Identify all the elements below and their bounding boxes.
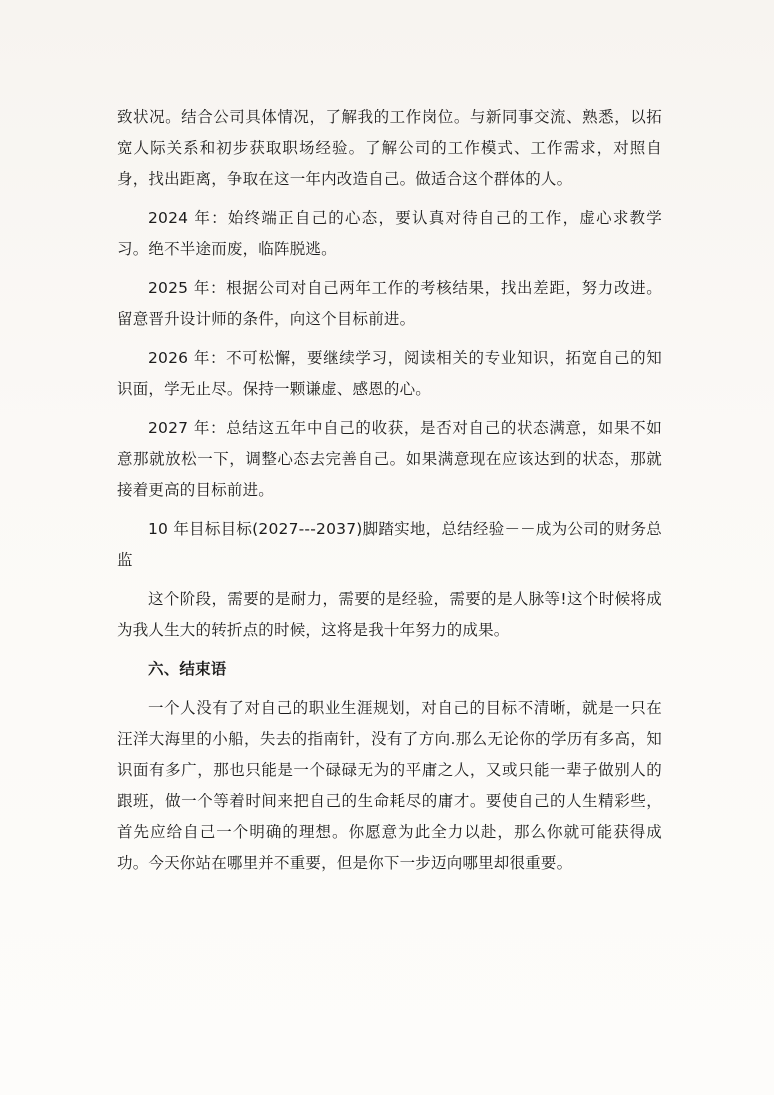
paragraph-closing: 一个人没有了对自己的职业生涯规划，对自己的目标不清晰，就是一只在汪洋大海里的小船，失去的指南针，没有了方向.那么无论你的学历有多高，知识面有多广，那也只能是一个碌碌无为的平庸之人，又或只能一辈子做别人的跟班，做一个等着时间来把自己的生命耗尽的庸才。要使自己的人生精彩些，首先应给自己一个明确的理想。你愿意为此全力以赴，那么你就可能获得成功。今天你站在哪里并不重要，但是你下一步迈向哪里却很重要。: [117, 699, 662, 872]
paragraph-2027: 2027 年：总结这五年中自己的收获，是否对自己的状态满意，如果不如意那就放松一下，调整心态去完善自己。如果满意现在应该达到的状态，那就接着更高的目标前进。: [117, 419, 662, 499]
paragraph-stage-description: 这个阶段，需要的是耐力，需要的是经验，需要的是人脉等!这个时候将成为我人生大的转折点的时候，这将是我十年努力的成果。: [117, 590, 662, 639]
paragraph-2026: 2026 年：不可松懈，要继续学习，阅读相关的专业知识，拓宽自己的知识面，学无止尽。保持一颗谦虚、感恩的心。: [117, 349, 662, 398]
paragraph-ten-year-goal: 10 年目标目标(2027---2037)脚踏实地，总结经验－－成为公司的财务总监: [117, 520, 662, 569]
section-heading: 六、结束语: [148, 660, 227, 678]
paragraph-2025: 2025 年：根据公司对自己两年工作的考核结果，找出差距，努力改进。留意晋升设计师的条件，向这个目标前进。: [117, 279, 662, 328]
paragraph-continuation: 致状况。结合公司具体情况，了解我的工作岗位。与新同事交流、熟悉，以拓宽人际关系和初步获取职场经验。了解公司的工作模式、工作需求，对照自身，找出距离，争取在这一年内改造自己。做适合这个群体的人。: [117, 108, 662, 188]
paragraph-2024: 2024 年：始终端正自己的心态，要认真对待自己的工作，虚心求教学习。绝不半途而废，临阵脱逃。: [117, 209, 662, 258]
document-body: [117, 102, 662, 887]
